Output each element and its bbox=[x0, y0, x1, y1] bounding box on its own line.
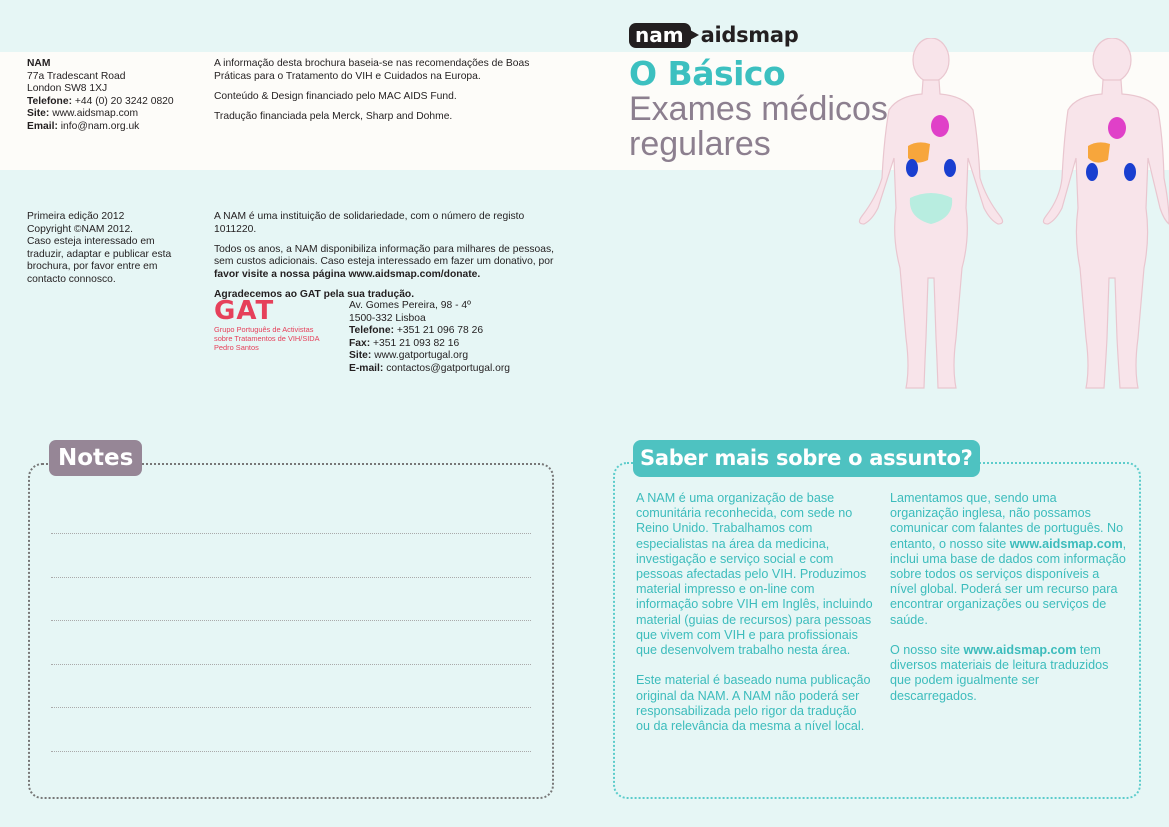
notes-heading: Notes bbox=[49, 440, 142, 476]
edition-block bbox=[27, 211, 187, 287]
aidsmap-link-2[interactable]: www.aidsmap.com bbox=[963, 643, 1077, 658]
org-name: NAM bbox=[27, 58, 51, 69]
gat-subtitle-3: Pedro Santos bbox=[214, 343, 259, 353]
funding-paragraph: Conteúdo & Design financiado pelo MAC AIDS Fund. bbox=[214, 90, 457, 102]
gat-phone: +351 21 096 78 26 bbox=[394, 325, 484, 337]
note-line bbox=[51, 577, 531, 578]
gat-email-link[interactable]: contactos@gatportugal.org bbox=[383, 362, 510, 374]
translated-materials-paragraph bbox=[890, 643, 1128, 704]
gat-subtitle-1: Grupo Português de Activistas bbox=[214, 325, 314, 334]
note-line bbox=[51, 664, 531, 665]
thanks-text: Agradecemos ao GAT pela sua tradução. bbox=[214, 289, 415, 301]
note-line bbox=[51, 533, 531, 534]
notes-box[interactable] bbox=[28, 463, 554, 799]
language-paragraph bbox=[890, 491, 1128, 628]
logo-nam-pill: nam bbox=[629, 23, 691, 48]
learn-more-column-1 bbox=[636, 491, 874, 749]
note-line bbox=[51, 620, 531, 621]
info-block bbox=[214, 58, 534, 124]
gat-site-link[interactable]: www.gatportugal.org bbox=[371, 350, 469, 362]
male-figure bbox=[1043, 38, 1169, 388]
learn-more-column-2 bbox=[890, 491, 1128, 719]
disclaimer-paragraph: Este material é baseado numa publicação original da NAM. A NAM não poderá ser responsabilizada pelo rigor da tradução ou da relevância da mesma a nível local. bbox=[636, 673, 871, 734]
gat-email-label: E-mail: bbox=[349, 362, 384, 374]
about-nam-paragraph: A NAM é uma organização de base comunitária reconhecida, com sede no Reino Unido. Trabalhamos com especialistas na área da medicina, investigação e serviço social e com pessoas afectadas pelo VIH. Produzimos material impresso e on-line com informação sobre VIH em Inglês, incluindo material (guias de recursos) para pessoas que vivem com VIH e para profissionais que desenvolvem trabalho nesta área. bbox=[636, 491, 873, 658]
page-subtitle: Exames médicos regulares bbox=[629, 90, 888, 163]
phone-label: Telefone: bbox=[27, 95, 73, 107]
nam-aidsmap-logo bbox=[629, 21, 798, 49]
copyright-line: Copyright ©NAM 2012. bbox=[27, 223, 134, 235]
language-text: Lamentamos que, sendo uma organização inglesa, não possamos comunicar com falantes de português. No entanto, o nosso site bbox=[890, 491, 1124, 551]
donation-paragraph bbox=[214, 244, 564, 282]
logo-aidsmap-text: aidsmap bbox=[700, 23, 799, 47]
phone: +44 (0) 20 3242 0820 bbox=[72, 95, 174, 107]
email-link[interactable]: info@nam.org.uk bbox=[57, 120, 140, 132]
note-line bbox=[51, 707, 531, 708]
aidsmap-link[interactable]: www.aidsmap.com bbox=[1009, 536, 1123, 551]
gat-phone-label: Telefone: bbox=[349, 325, 395, 337]
body-illustration bbox=[840, 38, 1169, 398]
charity-registration: A NAM é uma instituição de solidariedade, com o número de registo 1011220. bbox=[214, 211, 525, 235]
site-link[interactable]: www.aidsmap.com bbox=[49, 108, 139, 120]
donate-link[interactable]: favor visite a nossa página www.aidsmap.com/donate. bbox=[214, 268, 481, 280]
edition-line: Primeira edição 2012 bbox=[27, 211, 125, 222]
materials-text-end: tem diversos materiais de leitura traduzidos que podem igualmente ser descarregados. bbox=[890, 643, 1109, 703]
charity-block bbox=[214, 211, 564, 302]
site-label: Site: bbox=[27, 108, 50, 120]
gat-subtitle-2: sobre Tratamentos de VIH/SIDA bbox=[214, 334, 320, 344]
street: 77a Tradescant Road bbox=[27, 70, 126, 82]
learn-more-heading: Saber mais sobre o assunto? bbox=[633, 440, 980, 477]
nam-address-block bbox=[27, 58, 197, 134]
gat-street: Av. Gomes Pereira, 98 - 4º bbox=[349, 300, 471, 311]
language-text-end: , inclui uma base de dados com informação sobre todos os serviços disponíveis a nível global. Poderá ser um recurso para encontrar organizações ou serviços de saúde. bbox=[890, 536, 1127, 627]
gat-logo-word: GAT bbox=[214, 296, 275, 326]
page-title: O Básico bbox=[629, 54, 786, 93]
gat-logo bbox=[214, 297, 339, 353]
gat-fax: +351 21 093 82 16 bbox=[370, 337, 460, 349]
materials-text: O nosso site bbox=[890, 643, 964, 658]
info-paragraph: A informação desta brochura baseia-se nas recomendações de Boas Práticas para o Tratamento do VIH e Cuidados na Europa. bbox=[214, 58, 530, 82]
gat-address-block bbox=[349, 300, 569, 376]
city: London SW8 1XJ bbox=[27, 83, 108, 95]
gat-city: 1500-332 Lisboa bbox=[349, 312, 426, 324]
gat-fax-label: Fax: bbox=[349, 337, 371, 349]
contact-note: Caso esteja interessado em traduzir, adaptar e publicar esta brochura, por favor entre em contacto connosco. bbox=[27, 236, 172, 285]
translation-funding-paragraph: Tradução financiada pela Merck, Sharp and Dohme. bbox=[214, 110, 453, 122]
note-line bbox=[51, 751, 531, 752]
donation-text: Todos os anos, a NAM disponibiliza informação para milhares de pessoas, sem custos adicionais. Caso esteja interessado em fazer um donativo, por bbox=[214, 243, 554, 268]
email-label: Email: bbox=[27, 120, 58, 132]
gat-site-label: Site: bbox=[349, 350, 372, 362]
